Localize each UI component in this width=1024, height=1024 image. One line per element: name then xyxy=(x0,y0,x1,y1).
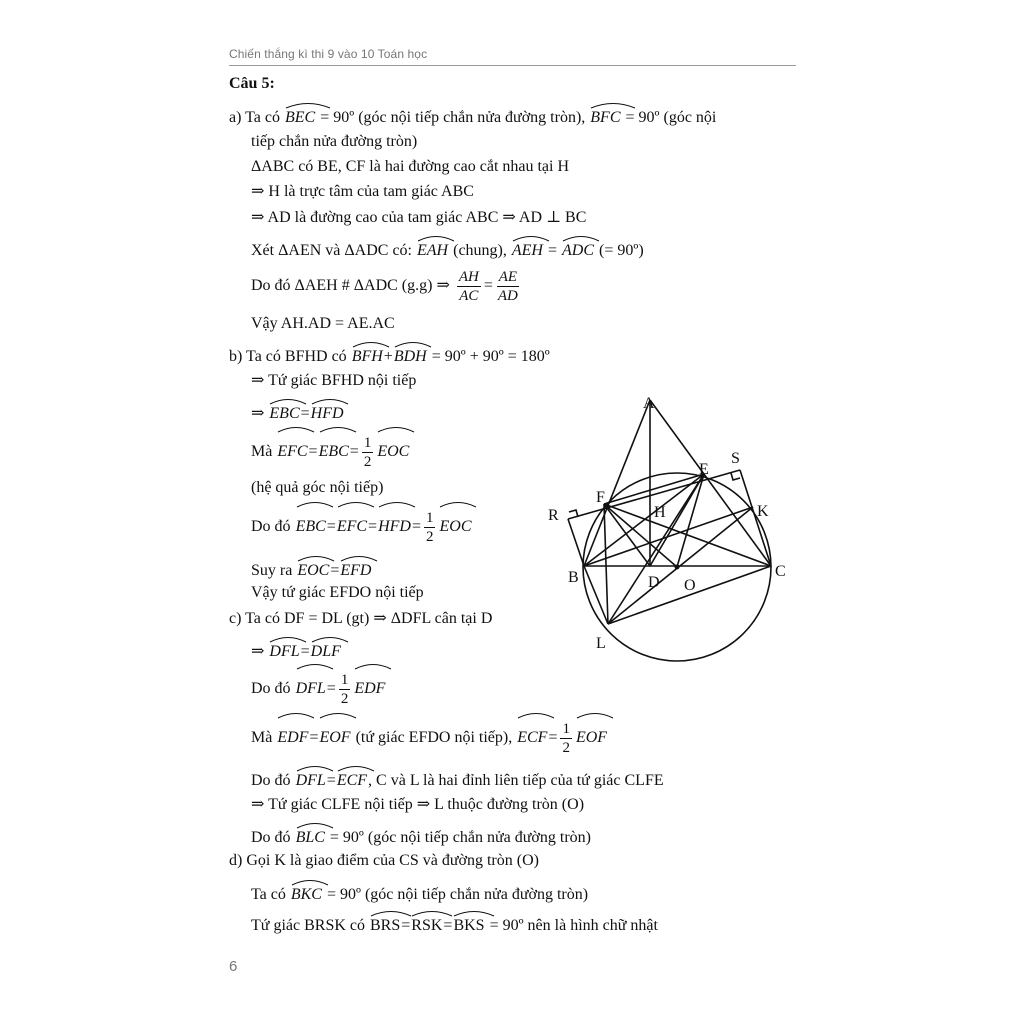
running-header: Chiến thắng kì thi 9 vào 10 Toán học xyxy=(229,47,796,66)
angle-ECF: ECF xyxy=(517,714,547,758)
segment-LE xyxy=(608,474,704,624)
fraction-half-4: $\frac{1}{2}$ xyxy=(562,720,570,756)
angle-EBC-2: EBC xyxy=(319,428,349,472)
angle-EFC-2: EFC xyxy=(337,503,367,547)
angle-BEC: BEC xyxy=(285,104,315,128)
line-b7: Suy ra EOC= EFD xyxy=(251,557,372,581)
angle-BFC: BFC xyxy=(590,104,620,128)
line-b1: b) Ta có BFHD có BFH+ BDH = 90º + 90º = 180º xyxy=(229,343,550,367)
angle-HFD-2: HFD xyxy=(378,503,411,547)
line-c2: ⇒ DFL= DLF xyxy=(251,638,342,662)
angle-EFC: EFC xyxy=(277,428,307,472)
line-d3: Tứ giác BRSK có BRS= RSK= BKS = 90º nên là hình chữ nhật xyxy=(251,912,658,936)
label-D: D xyxy=(648,574,660,591)
segment-FL xyxy=(604,504,608,624)
label-H: H xyxy=(654,504,666,521)
angle-EOC: EOC xyxy=(377,428,409,472)
angle-DLF: DLF xyxy=(311,638,341,662)
line-a2: tiếp chắn nửa đường tròn) xyxy=(251,133,418,150)
line-b5: (hệ quả góc nội tiếp) xyxy=(251,479,384,496)
angle-EOF: EOF xyxy=(319,714,350,758)
label-S: S xyxy=(731,450,740,467)
segment-EO xyxy=(677,474,704,567)
segment-LC xyxy=(608,566,771,624)
label-F: F xyxy=(596,489,605,506)
line-a5: ⇒ AD là đường cao của tam giác ABC ⇒ AD ⊥ BC xyxy=(251,209,587,226)
line-a1: a) Ta có BEC = 90º (góc nội tiếp chắn nửa đường tròn), BFC = 90º (góc nội xyxy=(229,104,716,128)
segment-FO xyxy=(604,504,677,567)
line-b6: Do đó EBC= EFC= HFD= $\frac{1}{2}$ EOC xyxy=(251,503,472,547)
line-c5: Do đó DFL= ECF, C và L là hai đỉnh liên tiếp của tứ giác CLFE xyxy=(251,767,664,791)
angle-BKC: BKC xyxy=(291,881,322,905)
angle-DFL-2: DFL xyxy=(296,665,326,709)
line-b8: Vậy tứ giác EFDO nội tiếp xyxy=(251,584,424,601)
line-a3: ΔABC có BE, CF là hai đường cao cắt nhau tại H xyxy=(251,158,570,175)
line-b3: ⇒ EBC= HFD xyxy=(251,400,345,424)
angle-HFD: HFD xyxy=(311,400,344,424)
angle-ADC: ADC xyxy=(562,237,594,261)
line-a7: Do đó ΔAEH # ΔADC (g.g) ⇒ $\frac{AH}{AC}$ = $\frac{AE}{AD}$ xyxy=(251,268,518,304)
geometry-figure xyxy=(540,390,800,670)
line-d1: d) Gọi K là giao điểm của CS và đường tròn (O) xyxy=(229,852,539,869)
angle-EOF-2: EOF xyxy=(576,714,607,758)
label-C: C xyxy=(775,563,786,580)
segment-BK xyxy=(584,507,753,566)
angle-BKS: BKS xyxy=(453,912,484,936)
fraction-AE-AD: $\frac{AE}{AD}$ xyxy=(497,268,518,304)
label-O: O xyxy=(684,577,696,594)
angle-EOC-2: EOC xyxy=(439,503,471,547)
label-A: A xyxy=(643,395,655,412)
angle-EDF: EDF xyxy=(354,665,385,709)
line-c1: c) Ta có DF = DL (gt) ⇒ ΔDFL cân tại D xyxy=(229,610,493,627)
label-L: L xyxy=(596,635,606,652)
line-c3: Do đó DFL= $\frac{1}{2}$ EDF xyxy=(251,665,386,709)
angle-DFL-3: DFL xyxy=(296,767,326,791)
angle-EBC: EBC xyxy=(269,400,299,424)
fraction-half-2: $\frac{1}{2}$ xyxy=(425,509,434,545)
question-title: Câu 5: xyxy=(229,75,275,92)
label-E: E xyxy=(699,461,709,478)
angle-BRS: BRS xyxy=(370,912,400,936)
line-a6: Xét ΔAEN và ΔADC có: EAH (chung), AEH = ADC (= 90º) xyxy=(251,237,644,261)
line-c6: ⇒ Tứ giác CLFE nội tiếp ⇒ L thuộc đường tròn (O) xyxy=(251,796,585,813)
angle-RSK: RSK xyxy=(411,912,442,936)
angle-EFD: EFD xyxy=(340,557,371,581)
fraction-half-3: $\frac{1}{2}$ xyxy=(340,671,349,707)
angle-ECF-2: ECF xyxy=(337,767,367,791)
angle-AEH: AEH xyxy=(512,237,543,261)
label-R: R xyxy=(548,507,559,524)
center-point-O xyxy=(675,565,680,570)
line-a4: ⇒ H là trực tâm của tam giác ABC xyxy=(251,183,474,200)
segment-RB xyxy=(568,519,584,566)
right-angle-S xyxy=(731,473,740,480)
angle-BLC: BLC xyxy=(296,824,325,848)
fraction-half: $\frac{1}{2}$ xyxy=(363,434,372,470)
line-b2: ⇒ Tứ giác BFHD nội tiếp xyxy=(251,372,417,389)
angle-DFL: DFL xyxy=(269,638,299,662)
line-b4: Mà EFC= EBC= $\frac{1}{2}$ EOC xyxy=(251,428,410,472)
angle-EDF-2: EDF xyxy=(277,714,308,758)
angle-EBC-3: EBC xyxy=(296,503,326,547)
page-number: 6 xyxy=(229,958,238,975)
fraction-AH-AC: $\frac{AH}{AC}$ xyxy=(458,268,479,304)
label-K: K xyxy=(757,503,769,520)
line-a8: Vậy AH.AD = AE.AC xyxy=(251,315,395,332)
angle-EAH: EAH xyxy=(417,237,448,261)
angle-BDH: BDH xyxy=(394,343,427,367)
line-c4: Mà EDF= EOF (tứ giác EFDO nội tiếp), ECF= $\frac{1}{2}$ EOF xyxy=(251,714,608,758)
line-d2: Ta có BKC = 90º (góc nội tiếp chắn nửa đường tròn) xyxy=(251,881,588,905)
angle-EOC-3: EOC xyxy=(297,557,329,581)
angle-BFH: BFH xyxy=(352,343,383,367)
line-c7: Do đó BLC = 90º (góc nội tiếp chắn nửa đường tròn) xyxy=(251,824,591,848)
label-B: B xyxy=(568,569,579,586)
